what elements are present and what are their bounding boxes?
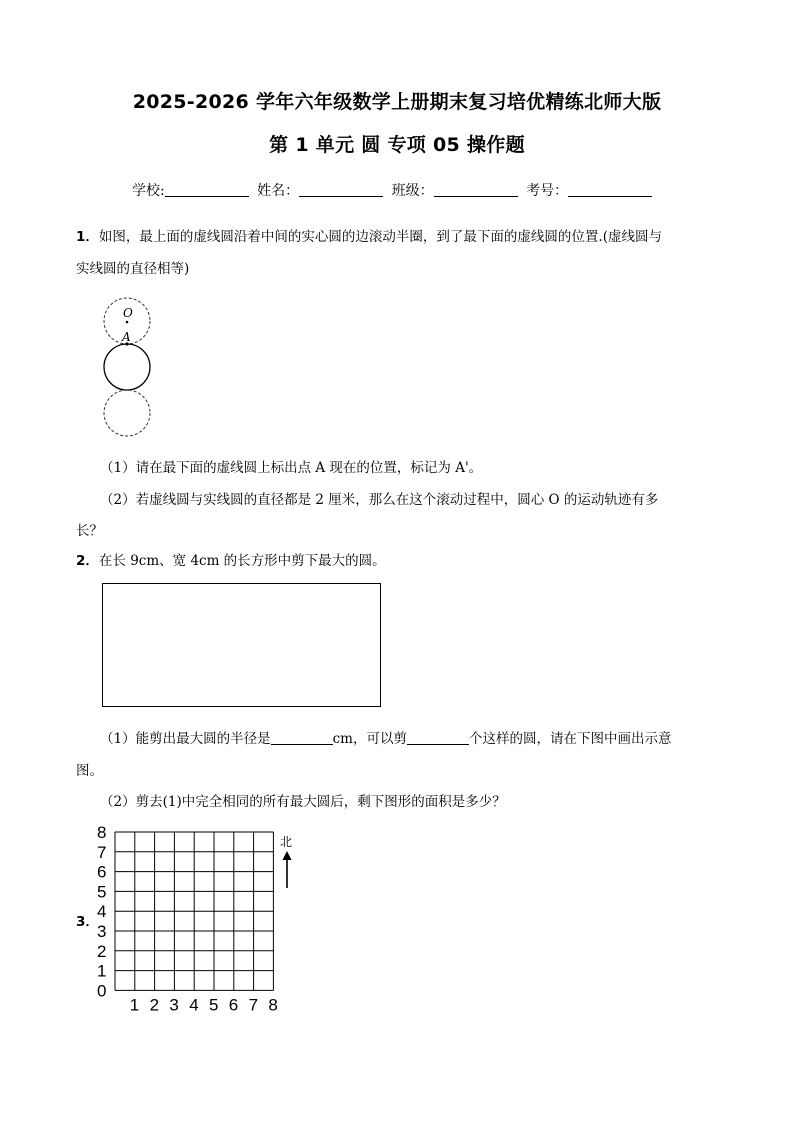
q1-part1: （1）请在最下面的虚线圆上标出点 A 现在的位置，标记为 A'。 [100, 460, 483, 476]
q2-part1-b: cm，可以剪 [332, 731, 407, 747]
x-tick-label: 5 [209, 995, 219, 1012]
x-tick-label: 7 [248, 995, 259, 1012]
y-tick-label: 4 [97, 902, 107, 922]
y-tick-label: 8 [97, 823, 107, 842]
school-blank[interactable] [165, 182, 249, 197]
x-tick-label: 4 [189, 995, 199, 1012]
y-tick-label: 1 [97, 961, 107, 981]
north-arrow-icon [283, 851, 292, 860]
q1-number: 1． [76, 229, 99, 245]
x-axis-labels [130, 995, 278, 1012]
radius-blank[interactable] [271, 730, 333, 745]
q2-part1 [100, 727, 671, 747]
q2-rectangle [102, 583, 381, 707]
y-axis-labels [97, 823, 106, 1000]
name-blank[interactable] [299, 182, 383, 197]
grid-lines [115, 832, 273, 990]
class-label: 班级： [391, 183, 434, 199]
y-tick-label: 6 [97, 862, 107, 882]
q2-part1-a: （1）能剪出最大圆的半径是 [100, 731, 271, 747]
y-tick-label: 0 [97, 981, 107, 1001]
student-info-row [132, 180, 656, 200]
q1-part2-line2: 长？ [76, 523, 103, 539]
worksheet-title: 2025-2026 学年六年级数学上册期末复习培优精练北师大版 [132, 91, 662, 113]
y-tick-label: 2 [97, 941, 107, 961]
q1-circles-figure [96, 292, 162, 442]
q1-part2-line1: （2）若虚线圆与实线圆的直径都是 2 厘米，那么在这个滚动过程中，圆心 O 的运动轨迹有多 [100, 492, 659, 508]
q2-text [76, 545, 721, 577]
exam-number-label: 考号： [526, 183, 569, 199]
middle-solid-circle [104, 344, 150, 390]
north-label: 北 [280, 835, 293, 849]
bottom-dashed-circle [104, 390, 150, 436]
name-label: 姓名： [257, 183, 300, 199]
q2-statement: 在长 9cm、宽 4cm 的长方形中剪下最大的圆。 [98, 553, 386, 569]
x-tick-label: 6 [228, 995, 239, 1012]
q2-part2: （2）剪去(1)中完全相同的所有最大圆后，剩下图形的面积是多少？ [100, 794, 506, 810]
worksheet-subtitle: 第 1 单元 圆 专项 05 操作题 [269, 134, 525, 156]
label-a: A [122, 330, 131, 344]
x-tick-label: 3 [169, 995, 179, 1012]
school-label: 学校: [132, 183, 165, 199]
q3-coordinate-grid [92, 822, 302, 1012]
q2-number: 2． [76, 553, 99, 569]
x-tick-label: 1 [129, 995, 140, 1012]
y-tick-label: 3 [97, 922, 107, 941]
count-blank[interactable] [407, 730, 469, 745]
exam-number-blank[interactable] [568, 182, 652, 197]
class-blank[interactable] [434, 182, 518, 197]
center-point-o [126, 321, 129, 324]
q2-part1-line2: 图。 [76, 763, 103, 779]
q1-text-line1: 如图，最上面的虚线圆沿着中间的实心圆的边滚动半圈，到了最下面的虚线圆的位置.(虚线圆与 [98, 229, 662, 245]
q3-number: 3． [76, 914, 99, 930]
q1-text [76, 221, 721, 285]
y-tick-label: 7 [97, 842, 107, 862]
q2-part1-c: 个这样的圆，请在下图中画出示意 [468, 731, 672, 747]
q1-text-line2: 实线圆的直径相等) [76, 261, 190, 277]
label-o: O [123, 306, 133, 320]
y-tick-label: 5 [97, 882, 107, 902]
x-tick-label: 8 [268, 995, 278, 1012]
x-tick-label: 2 [149, 995, 160, 1012]
